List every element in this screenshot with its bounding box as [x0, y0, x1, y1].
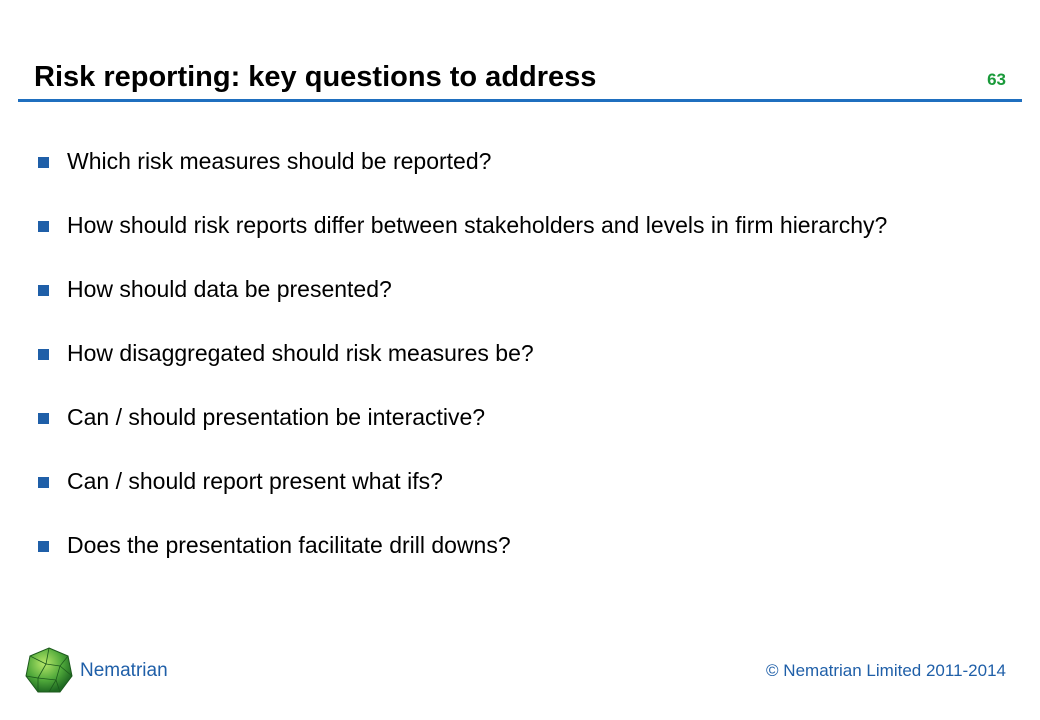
square-bullet-icon [38, 349, 49, 360]
bullet-text: Does the presentation facilitate drill downs? [67, 532, 511, 558]
title-divider [18, 99, 1022, 102]
bullet-text: How disaggregated should risk measures be? [67, 340, 534, 366]
square-bullet-icon [38, 221, 49, 232]
bullet-text: Can / should presentation be interactive? [67, 404, 486, 430]
bullet-item [38, 337, 938, 369]
footer-copyright: © Nematrian Limited 2011-2014 [766, 661, 1006, 680]
bullet-item [38, 209, 938, 241]
square-bullet-icon [38, 477, 49, 488]
green-polyhedron-logo-icon [24, 646, 74, 696]
slide-title: Risk reporting: key questions to address [34, 61, 597, 93]
bullet-text: Which risk measures should be reported? [67, 148, 492, 174]
bullet-list [38, 145, 938, 593]
square-bullet-icon [38, 541, 49, 552]
square-bullet-icon [38, 285, 49, 296]
bullet-item [38, 529, 938, 561]
bullet-text: How should data be presented? [67, 276, 392, 302]
bullet-text: How should risk reports differ between stakeholders and levels in firm hierarchy? [67, 212, 888, 238]
square-bullet-icon [38, 157, 49, 168]
square-bullet-icon [38, 413, 49, 424]
bullet-item [38, 465, 938, 497]
bullet-item [38, 401, 938, 433]
page-number: 63 [987, 70, 1006, 89]
bullet-item [38, 273, 938, 305]
footer-brand: Nematrian [80, 660, 168, 681]
bullet-text: Can / should report present what ifs? [67, 468, 443, 494]
bullet-item [38, 145, 938, 177]
